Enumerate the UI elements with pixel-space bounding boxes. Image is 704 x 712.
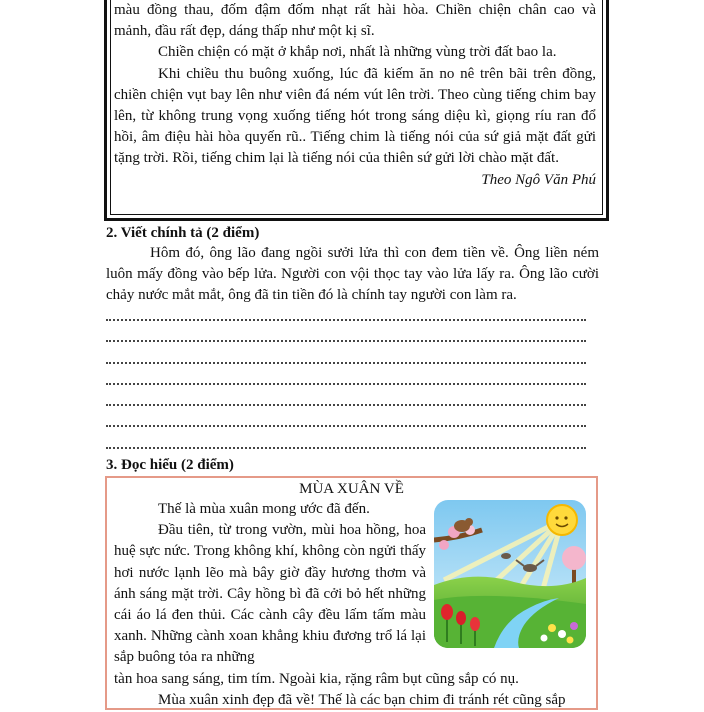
passage-text xyxy=(114,0,596,191)
dictation-text: Hôm đó, ông lão đang ngồi sưởi lửa thì con đem tiền về. Ông liền ném luôn mấy đồng vào bếp lửa. Người con vội thọc tay vào lửa lấy ra. Ông lão cười chảy nước mắt mắt, ông đã tin tiền đó là chính tay người con làm ra. xyxy=(106,245,599,304)
answer-line-6[interactable] xyxy=(106,415,586,427)
section-2-heading: 2. Viết chính tả (2 điểm) xyxy=(106,225,260,241)
answer-line-5[interactable] xyxy=(106,394,586,406)
answer-line-4[interactable] xyxy=(106,373,586,385)
spring-illustration xyxy=(434,500,586,648)
passage-line-2: mảnh, đầu rất đẹp, dáng thấp như một kị sĩ. xyxy=(114,23,375,40)
answer-line-7[interactable] xyxy=(106,437,586,449)
answer-line-2[interactable] xyxy=(106,330,586,342)
spring-scene-image xyxy=(434,500,586,648)
reading-title: MÙA XUÂN VỀ xyxy=(299,481,404,497)
passage-line-1: màu đồng thau, đốm đậm đốm nhạt rất hài hòa. Chiền chiện chân cao và xyxy=(114,2,596,18)
reading-paragraph-1: Thế là mùa xuân mong ước đã đến. xyxy=(158,501,370,517)
passage-author: Theo Ngô Văn Phú xyxy=(481,171,596,188)
passage-paragraph-2: Chiền chiện có mặt ở khắp nơi, nhất là những vùng trời đất bao la. xyxy=(158,44,557,61)
reading-paragraph-3: Mùa xuân xinh đẹp đã về! Thế là các bạn chim đi tránh rét cũng sắp xyxy=(158,691,566,708)
answer-line-3[interactable] xyxy=(106,352,586,364)
section-3-heading: 3. Đọc hiểu (2 điểm) xyxy=(106,457,234,473)
reading-paragraph-2-rest: tàn hoa sang sáng, tim tím. Ngoài kia, rặng râm bụt cũng sắp có nụ. xyxy=(114,670,519,687)
reading-paragraph-2: Đầu tiên, từ trong vườn, mùi hoa hồng, hoa huệ sực nức. Trong không khí, không còn ngửi thấy hơi nước lạnh lẽo mà bây giờ đầy hương thơm và ánh sáng mặt trời. Cây hồng bì đã cởi bỏ hết những cái áo lá đen thủi. Các cành cây đều lấm tấm màu xanh. Những cành xoan khẳng khiu đương trổ lá lại sắp buông tỏa ra những xyxy=(114,522,426,666)
answer-line-1[interactable] xyxy=(106,309,586,321)
passage-paragraph-3: Khi chiều thu buông xuống, lúc đã kiếm ăn no nê trên bãi trên đồng, chiền chiện vụt bay lên như viên đá ném vút lên trời. Theo cùng tiếng chim bay lên, từ không trung vọng xuống tiếng hót trong sáng diệu kì, giọng ríu ran đổ hồi, âm điệu hài hòa quyến rũ.. Tiếng chim là tiếng nói của sứ giả mặt đất gửi tặng trời. Rồi, tiếng chim lại là tiếng nói của thiên sứ gửi lời chào mặt đất. xyxy=(114,65,596,167)
